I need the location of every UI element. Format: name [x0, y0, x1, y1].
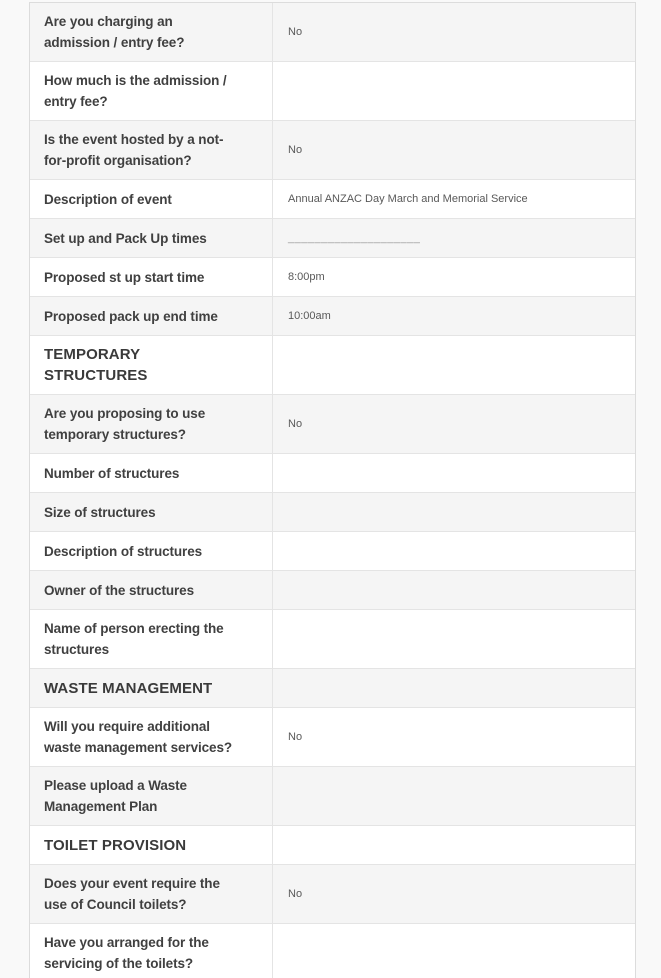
field-label: WASTE MANAGEMENT [44, 679, 213, 697]
field-label-cell [30, 336, 273, 394]
field-label-cell [30, 493, 273, 531]
table-row [30, 219, 635, 258]
field-label-cell [30, 219, 273, 257]
table-row [30, 493, 635, 532]
field-value-cell [273, 3, 635, 61]
field-label: TOILET PROVISION [44, 836, 187, 854]
field-value-cell [273, 826, 635, 864]
field-value-cell [273, 865, 635, 923]
section-header-row [30, 336, 635, 395]
table-row [30, 708, 635, 767]
field-value-cell [273, 532, 635, 570]
field-value: No [288, 25, 303, 38]
field-label: Will you require additional waste management services? [44, 719, 232, 755]
field-value-cell [273, 571, 635, 609]
field-label-cell [30, 826, 273, 864]
field-label: Proposed st up start time [44, 269, 205, 285]
table-row [30, 532, 635, 571]
field-value-cell [273, 297, 635, 335]
field-value-cell [273, 395, 635, 453]
field-label: Are you charging an admission / entry fee? [44, 14, 185, 50]
field-label: Please upload a Waste Management Plan [44, 778, 187, 814]
field-value: 10:00am [288, 309, 331, 322]
table-row [30, 121, 635, 180]
table-row [30, 454, 635, 493]
field-label: Description of structures [44, 543, 203, 559]
table-row [30, 924, 635, 978]
field-value: 8:00pm [288, 270, 325, 283]
field-label-cell [30, 708, 273, 766]
field-label: Owner of the structures [44, 582, 194, 598]
field-label-cell [30, 3, 273, 61]
field-value: No [288, 730, 303, 743]
field-label-cell [30, 258, 273, 296]
table-row [30, 180, 635, 219]
field-label: Name of person erecting the structures [44, 621, 224, 657]
field-label-cell [30, 454, 273, 492]
field-value-cell [273, 767, 635, 825]
field-value-cell [273, 219, 635, 257]
field-label-cell [30, 180, 273, 218]
field-label-cell [30, 924, 273, 978]
section-header-row [30, 826, 635, 865]
blank-underline-value: ____________________ [288, 231, 421, 244]
field-label: Size of structures [44, 504, 156, 520]
field-label: Number of structures [44, 465, 180, 481]
field-value-cell [273, 493, 635, 531]
table-row [30, 3, 635, 62]
field-label: Description of event [44, 191, 172, 207]
field-value-cell [273, 258, 635, 296]
field-value: Annual ANZAC Day March and Memorial Service [288, 192, 528, 205]
field-label-cell [30, 767, 273, 825]
table-row [30, 610, 635, 669]
field-label-cell [30, 571, 273, 609]
field-label-cell [30, 297, 273, 335]
field-label: Does your event require the use of Council toilets? [44, 876, 220, 912]
table-row [30, 767, 635, 826]
event-application-details-table [29, 2, 636, 978]
table-row [30, 297, 635, 336]
field-value-cell [273, 708, 635, 766]
field-value-cell [273, 62, 635, 120]
field-label: Proposed pack up end time [44, 308, 218, 324]
field-value: No [288, 887, 303, 900]
field-value: No [288, 417, 303, 430]
field-value-cell [273, 336, 635, 394]
field-value-cell [273, 924, 635, 978]
field-label-cell [30, 532, 273, 570]
field-label: Have you arranged for the servicing of the toilets? [44, 935, 209, 971]
field-value-cell [273, 454, 635, 492]
field-label-cell [30, 865, 273, 923]
field-label: Is the event hosted by a not-for-profit organisation? [44, 132, 224, 168]
field-value: No [288, 143, 303, 156]
field-label-cell [30, 669, 273, 707]
field-value-cell [273, 669, 635, 707]
table-row [30, 258, 635, 297]
field-label: How much is the admission / entry fee? [44, 73, 227, 109]
field-label: Are you proposing to use temporary structures? [44, 406, 206, 442]
field-value-cell [273, 121, 635, 179]
field-value-cell [273, 610, 635, 668]
field-label-cell [30, 121, 273, 179]
field-value-cell [273, 180, 635, 218]
field-label-cell [30, 62, 273, 120]
field-label-cell [30, 610, 273, 668]
table-row [30, 395, 635, 454]
table-row [30, 865, 635, 924]
field-label: TEMPORARY STRUCTURES [44, 346, 148, 384]
field-label-cell [30, 395, 273, 453]
section-header-row [30, 669, 635, 708]
table-row [30, 571, 635, 610]
field-label: Set up and Pack Up times [44, 230, 207, 246]
table-row [30, 62, 635, 121]
